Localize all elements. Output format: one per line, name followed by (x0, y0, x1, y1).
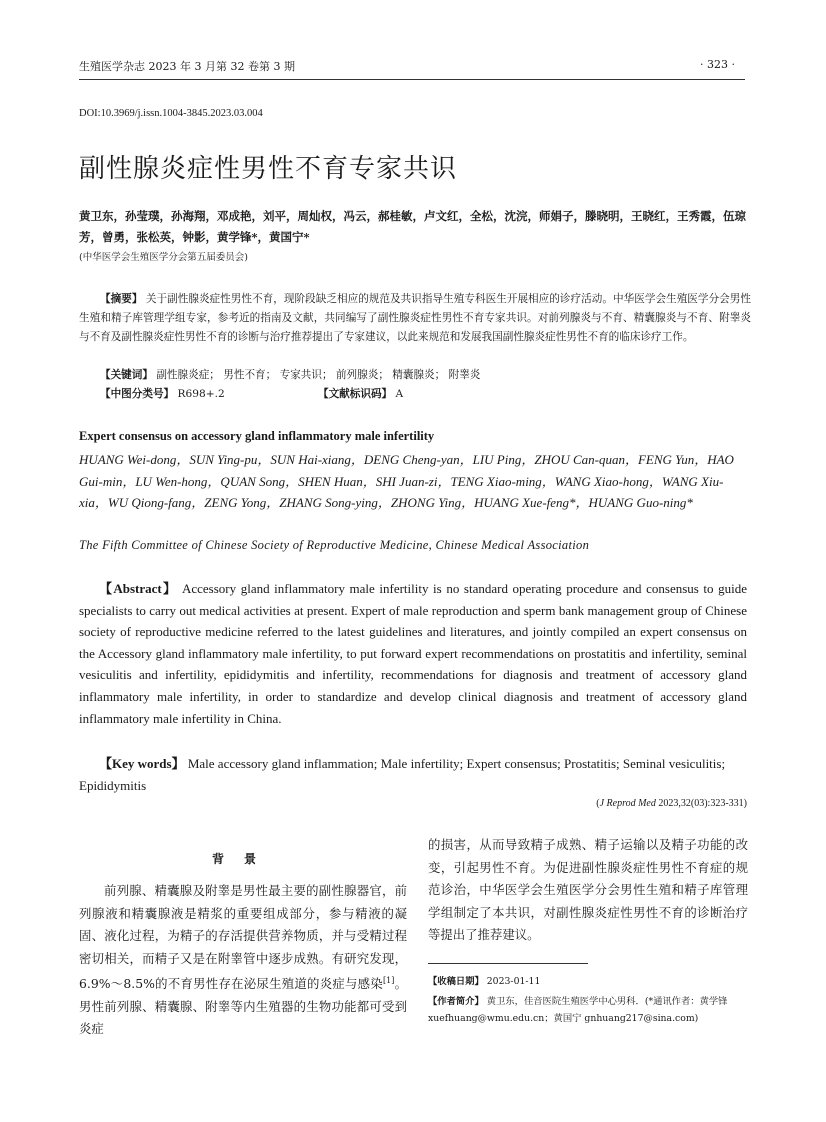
english-abstract-text: Accessory gland inflammatory male infertility is no standard operating procedure and consensus to guide specialists to carry out medical activities at present. Expert of male reproduction and sperm bank management group of Chinese society of reproductive medicine referred to the latest guidelines and literatures, and jointly compiled an expert consensus on the Accessory gland inflammatory male infertility, to put forward expert recommendations on prostatitis and infertility, seminal vesiculitis and infertility, epididymitis and infertility, recommendations for diagnosis and treatment of accessory gland inflammatory male infertility, in order to standardize and develop clinical diagnosis and treatment of accessory gland inflammatory male infertility in China. (79, 581, 747, 726)
body-paragraph-1: 前列腺、精囊腺及附睾是男性最主要的副性腺器官，前列腺液和精囊腺液是精浆的重要组成部分，参与精液的凝固、液化过程，为精子的存活提供营养物质，并与受精过程密切相关，而精子又是在附睾管中逐步成熟。有研究发现，6.9%～8.5%的不育男性存在泌尿生殖道的炎症与感染 (79, 883, 407, 992)
received-label: 【收稿日期】 (428, 976, 484, 987)
author-info (428, 993, 750, 1027)
english-abstract-label: 【Abstract】 (99, 581, 178, 596)
body-paragraph-1-cont: 。男性前列腺、精囊腺、附睾等内生殖器的生物功能都可受到炎症 (79, 976, 408, 1037)
author-info-label: 【作者简介】 (428, 996, 484, 1007)
chinese-keywords (100, 367, 480, 382)
article-title: 副性腺炎症性男性不育专家共识 (79, 154, 458, 184)
english-keywords-label: 【Key words】 (99, 756, 185, 771)
citation: (J Reprod Med 2023,32(03):323-331) (596, 798, 747, 809)
reference-link[interactable]: [1] (383, 976, 395, 985)
classification-value: R698+.2 (177, 388, 225, 400)
author-list: 黄卫东，孙莹璞，孙海翔，邓成艳，刘平，周灿权，冯云，郝桂敏，卢文红，全松，沈浣，师娟子，滕晓明，王晓红，王秀霞，伍琼芳，曾勇，张松英，钟影，黄学锋*，黄国宁* (79, 209, 746, 244)
footnote-rule (428, 963, 588, 964)
doi-line: DOI:10.3969/j.issn.1004-3845.2023.03.004 (79, 108, 263, 119)
document-code-value: A (395, 388, 404, 400)
classification-number (100, 386, 225, 401)
author-info-text: 黄卫东，佳音医院生殖医学中心男科．(*通讯作者：黄学锋 xuefhuang@wmu.edu.cn；黄国宁 gnhuang217@sina.com) (428, 996, 728, 1024)
received-date (428, 973, 750, 990)
abstract-text: 关于副性腺炎症性男性不育，现阶段缺乏相应的规范及共识指导生殖专科医生开展相应的诊疗活动。中华医学会生殖医学分会男性生殖和精子库管理学组专家，参考近的指南及文献，共同编写了副性腺炎症性男性不育专家共识。对前列腺炎与不育、精囊腺炎与不育、附睾炎与不育及副性腺炎症性男性不育的诊断与治疗推荐提出了专家建议，以此来规范和发展我国副性腺炎症性男性不育的临床诊疗工作。 (79, 293, 751, 343)
document-code-label: 【文献标识码】 (318, 388, 393, 400)
abstract-label: 【摘要】 (100, 293, 143, 305)
header-rule (79, 79, 745, 80)
citation-journal: J Reprod Med (599, 798, 656, 809)
citation-detail: 2023,32(03):323-331 (658, 798, 744, 809)
english-keywords (79, 753, 747, 797)
keywords-label: 【关键词】 (100, 369, 153, 381)
journal-header: 生殖医学杂志 2023 年 3 月第 32 卷第 3 期 (79, 60, 295, 73)
body-column-right: 的损害，从而导致精子成熟、精子运输以及精子功能的改变，引起男性不育。为促进副性腺炎症性男性不育症的规范诊治，中华医学会生殖医学分会男性生殖和精子库管理学组制定了本共识，对副性腺炎症性男性不育的诊断治疗等提出了推荐建议。 (428, 837, 748, 942)
english-title: Expert consensus on accessory gland inflammatory male infertility (79, 429, 435, 443)
affiliation: (中华医学会生殖医学分会第五届委员会) (79, 252, 248, 263)
page-number: · 323 · (700, 58, 735, 71)
received-value: 2023-01-11 (486, 976, 541, 987)
english-keywords-text: Male accessory gland inflammation; Male infertility; Expert consensus; Prostatitis; Seminal vesiculitis; Epididymitis (79, 756, 726, 793)
body-column-left (79, 880, 407, 1041)
keywords-text: 副性腺炎症； 男性不育； 专家共识； 前列腺炎； 精囊腺炎； 附睾炎 (156, 369, 481, 381)
english-author-list: HUANG Wei-dong，SUN Ying-pu，SUN Hai-xiang，DENG Cheng-yan，LIU Ping，ZHOU Can-quan，FENG Yun，HAO Gui-min，LU Wen-hong，QUAN Song，SHEN Huan，SHI Juan-zi，TENG Xiao-ming，WANG Xiao-hong，WANG Xiu-xia，WU Qiong-fang，ZENG Yong，ZHANG Song-ying，ZHONG Ying，HUANG Xue-feng*，HUANG Guo-ning* (79, 452, 734, 511)
english-abstract (79, 578, 747, 729)
classification-label: 【中图分类号】 (100, 388, 175, 400)
chinese-abstract (79, 290, 751, 347)
section-heading: 背景 (211, 852, 276, 866)
english-affiliation: The Fifth Committee of Chinese Society of Reproductive Medicine, Chinese Medical Association (79, 538, 590, 552)
document-code (318, 386, 403, 401)
